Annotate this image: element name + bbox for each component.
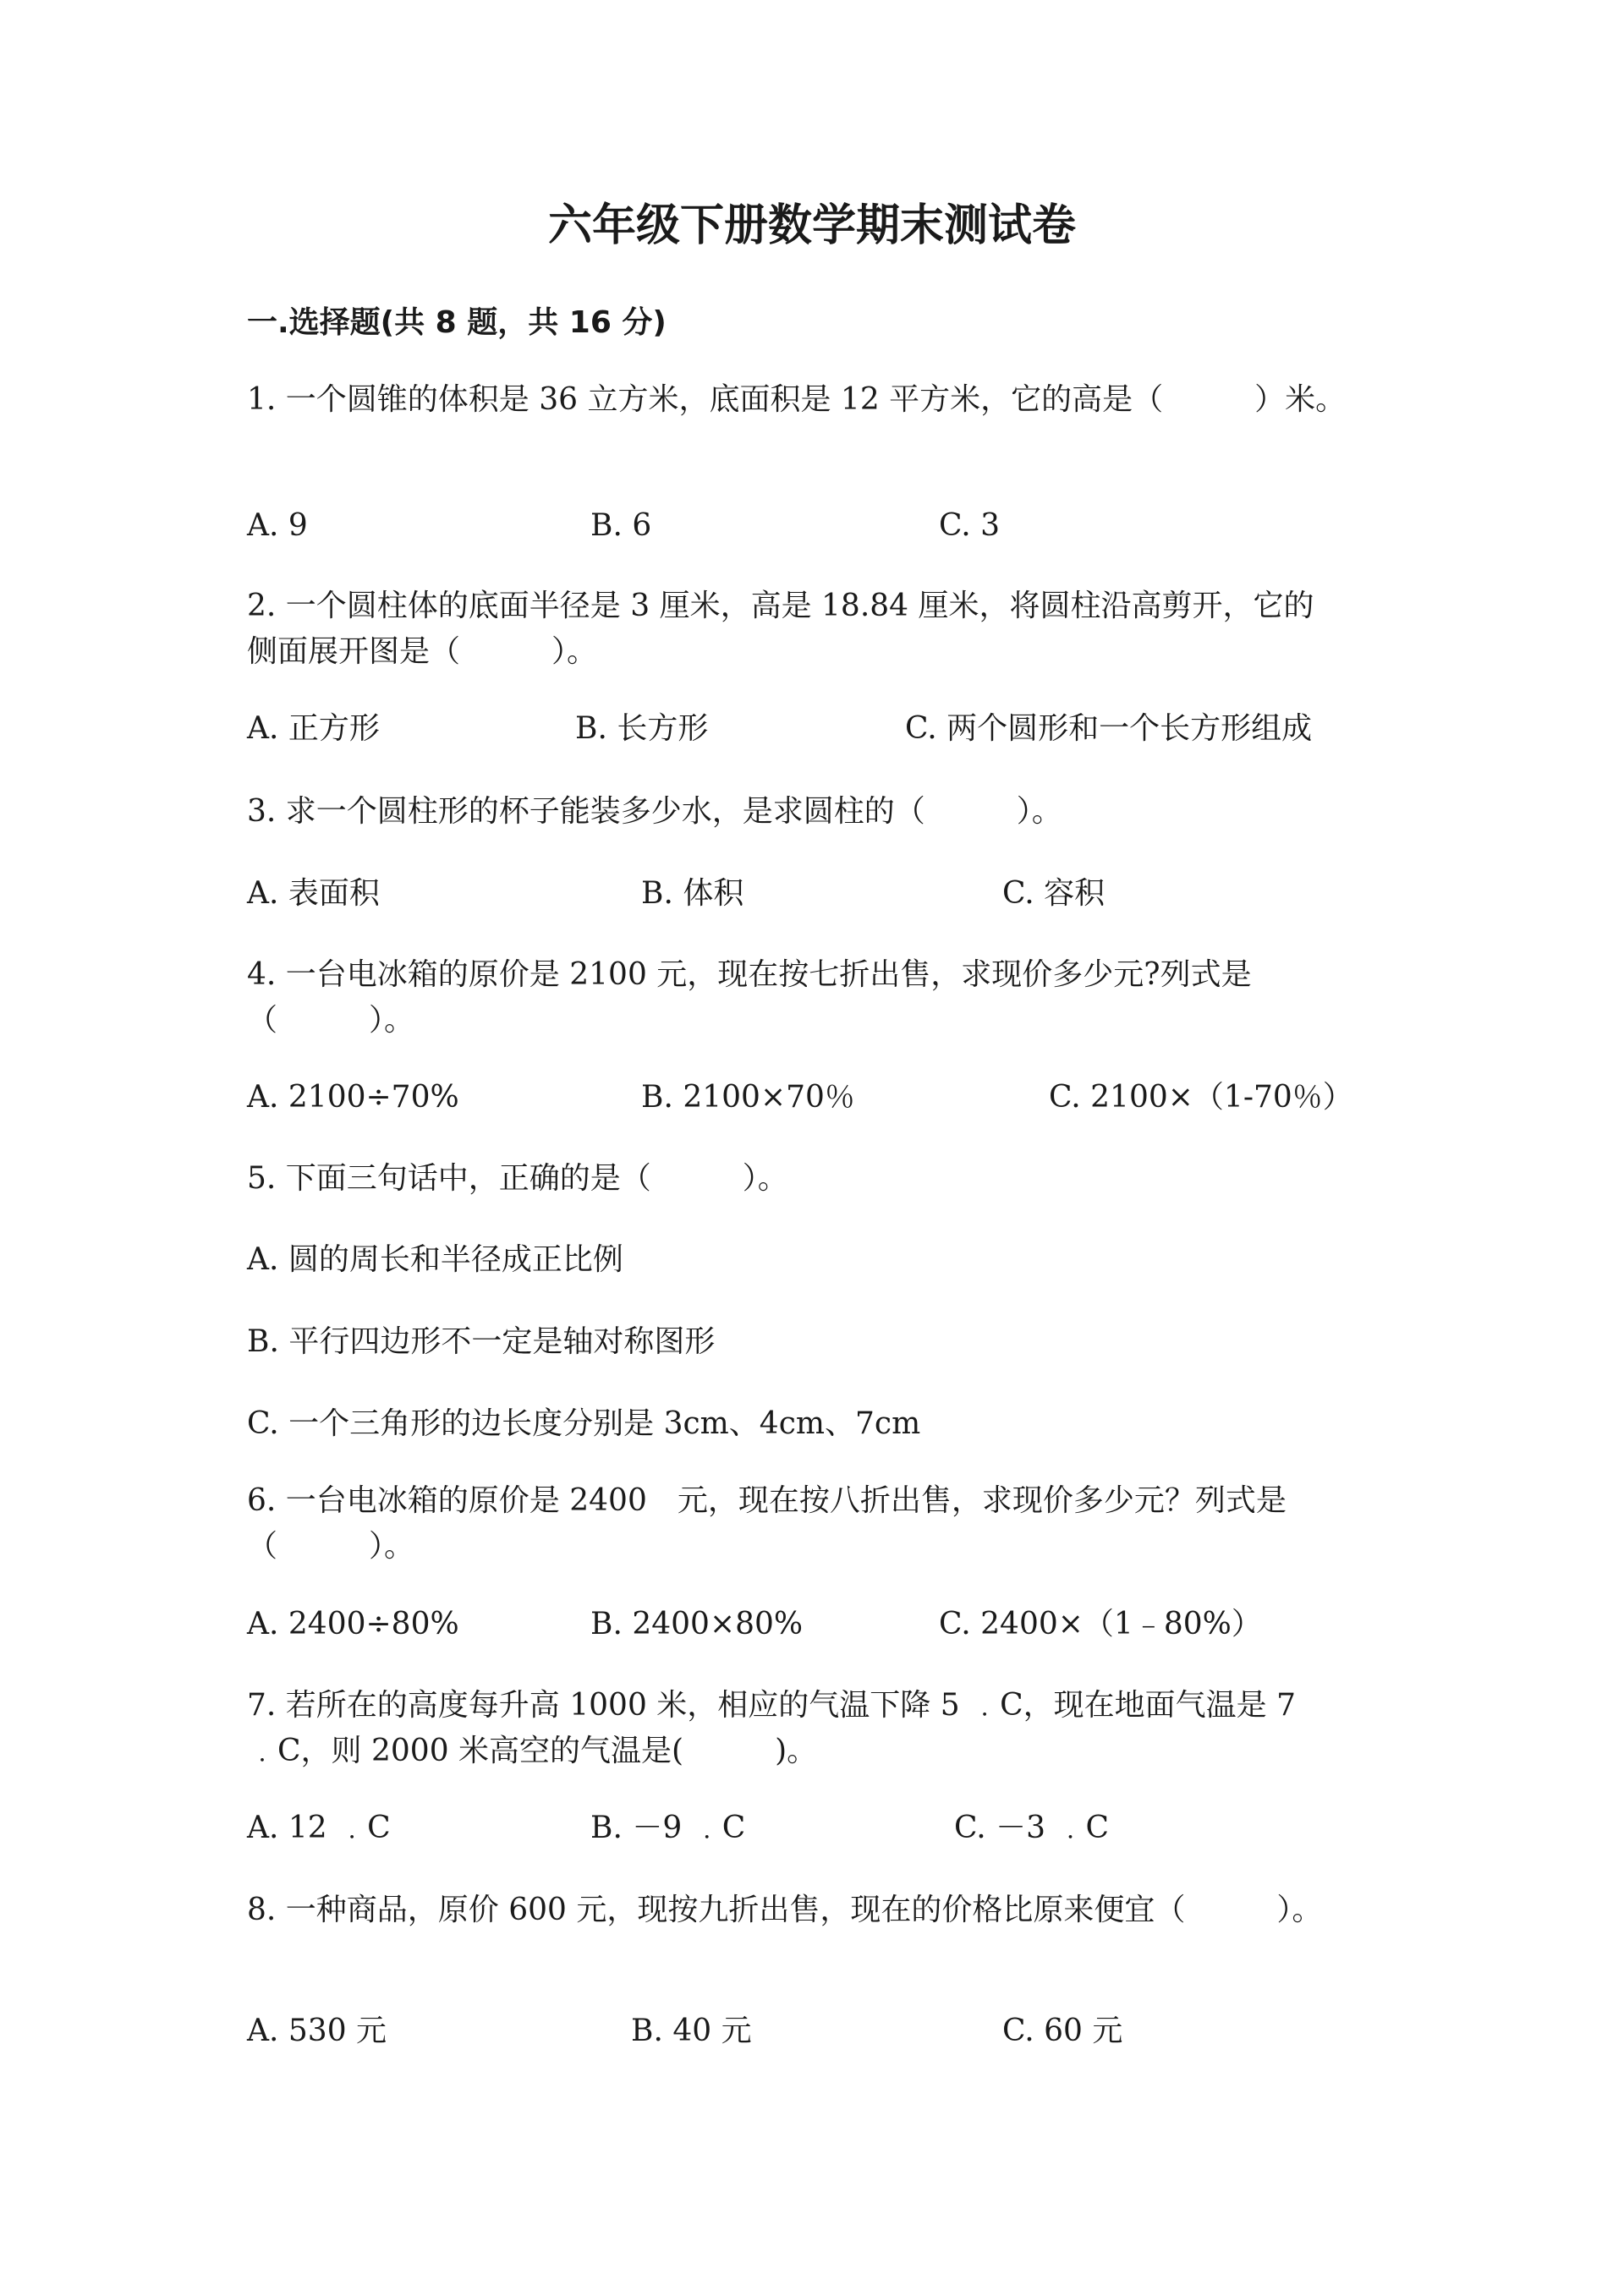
question-stem-line: （ ）。: [247, 1529, 415, 1564]
question-stem-line: ﹒C，则 2000 米高空的气温是( )。: [247, 1734, 818, 1768]
question-7-stem: [247, 1683, 1372, 1774]
question-stem-line: 3. 求一个圆柱形的杯子能装多少水，是求圆柱的（ ）。: [247, 794, 1062, 829]
question-6-option-c: C. 2400×（1﹣80%）: [939, 1607, 1262, 1641]
question-stem-line: 7. 若所在的高度每升高 1000 米，相应的气温下降 5 ﹒C，现在地面气温是 7: [247, 1688, 1296, 1723]
question-1-option-c: C. 3: [939, 508, 1001, 543]
question-stem-line: 4. 一台电冰箱的原价是 2100 元，现在按七折出售，求现价多少元?列式是: [247, 957, 1252, 992]
question-6-option-b: B. 2400×80%: [590, 1607, 804, 1641]
question-6-stem: [247, 1478, 1372, 1570]
question-8-option-b: B. 40 元: [631, 2014, 752, 2048]
question-3-option-a: A. 表面积: [247, 876, 380, 911]
question-4-option-c: C. 2100×（1-70％）: [1049, 1080, 1353, 1115]
question-3-option-c: C. 容积: [1002, 876, 1106, 911]
question-8-option-c: C. 60 元: [1002, 2014, 1123, 2048]
question-1-stem: [247, 377, 1372, 423]
question-5-option-b: B. 平行四边形不一定是轴对称图形: [247, 1324, 716, 1359]
question-7-option-b: B. －9 ﹒C: [590, 1811, 746, 1845]
question-5-stem: [247, 1156, 1372, 1202]
question-8-stem: [247, 1888, 1372, 1933]
question-6-option-a: A. 2400÷80%: [247, 1607, 459, 1641]
question-8-option-a: A. 530 元: [247, 2014, 387, 2048]
question-7-option-a: A. 12 ﹒C: [247, 1811, 391, 1845]
question-5-option-a: A. 圆的周长和半径成正比例: [247, 1242, 623, 1277]
question-stem-line: 1. 一个圆锥的体积是 36 立方米，底面积是 12 平方米，它的高是（ ）米。: [247, 382, 1347, 417]
question-2-stem: [247, 584, 1372, 675]
section-heading: 一.选择题(共 8 题，共 16 分): [247, 305, 667, 340]
question-3-stem: [247, 789, 1372, 835]
page-title: 六年级下册数学期末测试卷: [547, 200, 1076, 251]
question-1-option-a: A. 9: [247, 508, 308, 543]
question-2-option-b: B. 长方形: [575, 711, 709, 746]
question-1-option-b: B. 6: [590, 508, 652, 543]
question-2-option-c: C. 两个圆形和一个长方形组成: [905, 711, 1313, 746]
question-stem-line: 5. 下面三句话中，正确的是（ ）。: [247, 1161, 788, 1196]
question-stem-line: 2. 一个圆柱体的底面半径是 3 厘米，高是 18.84 厘米，将圆柱沿高剪开，它的: [247, 589, 1314, 623]
question-2-option-a: A. 正方形: [247, 711, 380, 746]
question-3-option-b: B. 体积: [641, 876, 744, 911]
question-4-option-b: B. 2100×70％: [641, 1080, 855, 1115]
question-stem-line: 侧面展开图是（ ）。: [247, 634, 598, 669]
question-5-option-c: C. 一个三角形的边长度分别是 3cm、4cm、7cm: [247, 1406, 921, 1441]
question-stem-line: （ ）。: [247, 1003, 415, 1038]
question-4-stem: [247, 952, 1372, 1044]
question-stem-line: 8. 一种商品，原价 600 元，现按九折出售，现在的价格比原来便宜（ ）。: [247, 1893, 1323, 1927]
question-4-option-a: A. 2100÷70%: [247, 1080, 459, 1115]
question-stem-line: 6. 一台电冰箱的原价是 2400 元，现在按八折出售，求现价多少元？列式是: [247, 1483, 1287, 1518]
question-7-option-c: C. －3 ﹒C: [954, 1811, 1110, 1845]
